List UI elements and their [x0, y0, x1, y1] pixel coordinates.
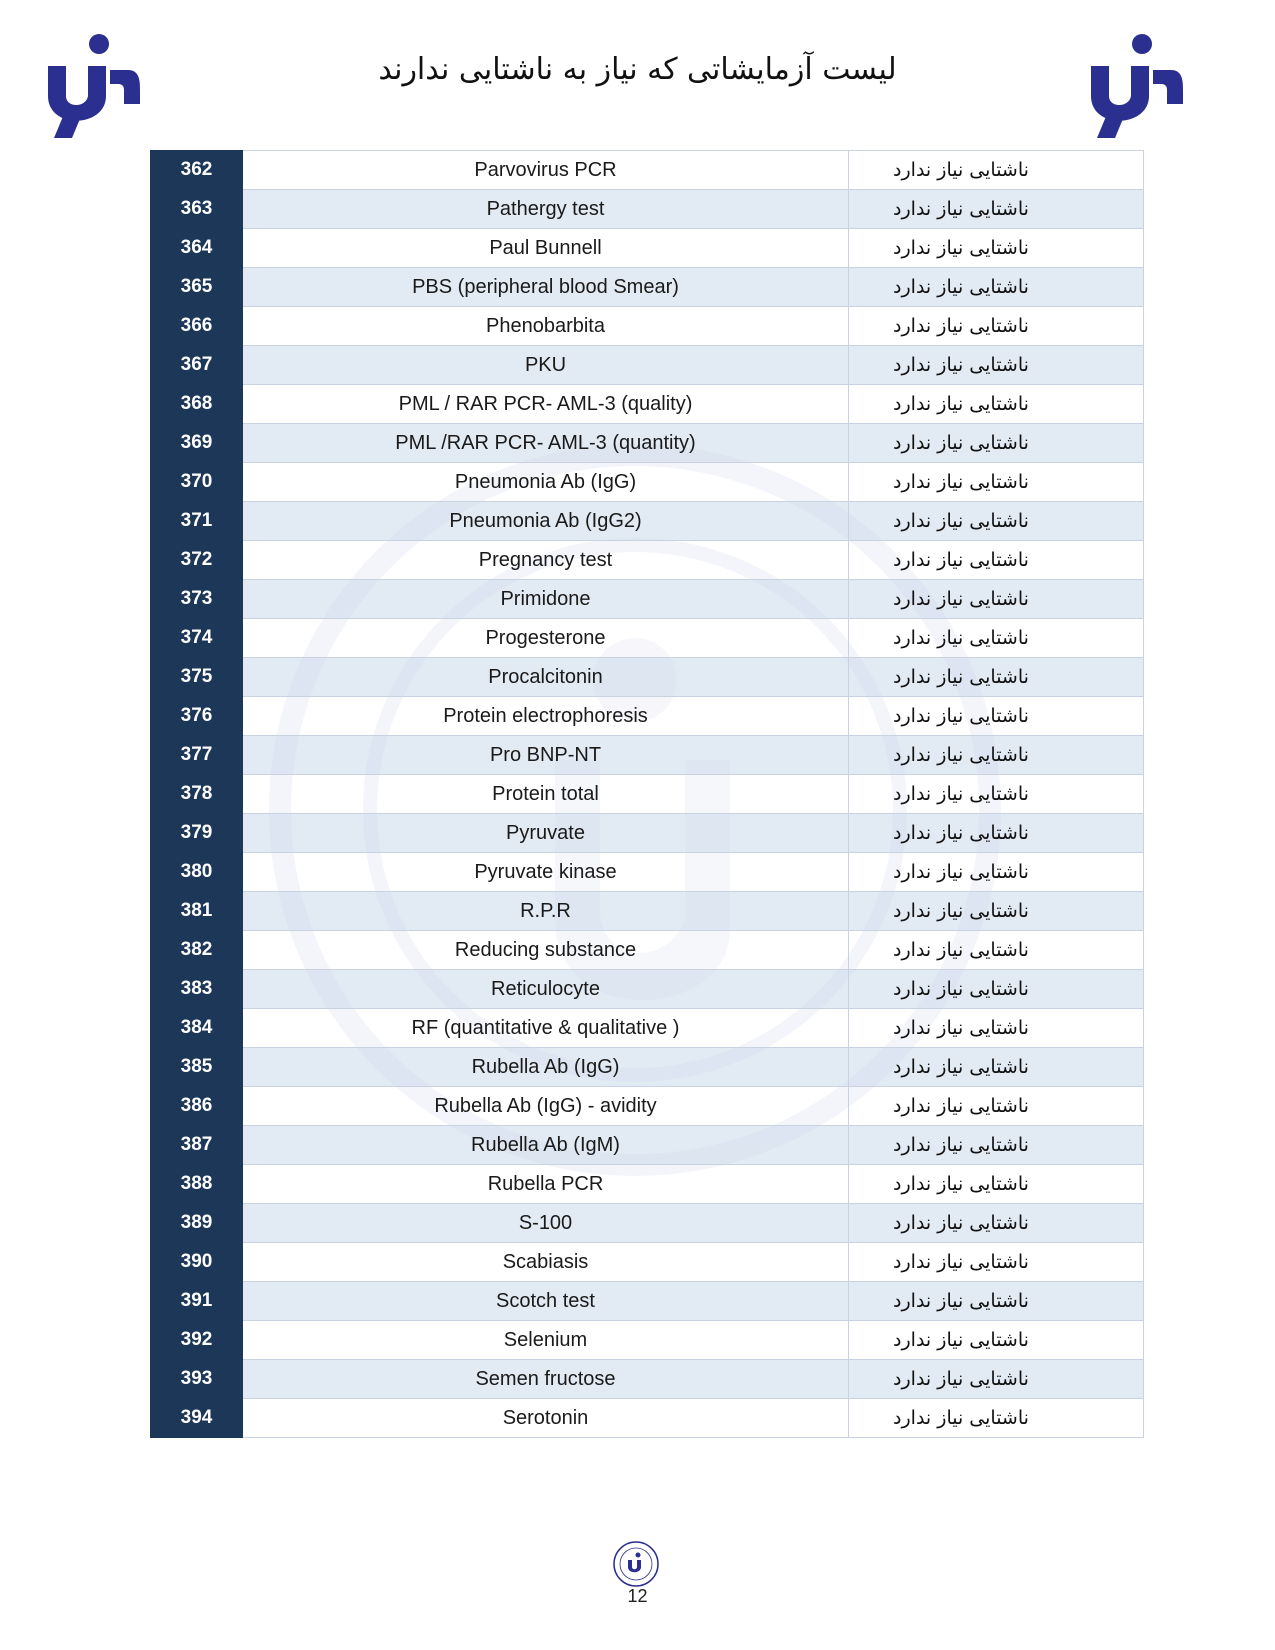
fasting-status-text: ناشتایی نیاز ندارد	[893, 393, 1029, 415]
table-row	[151, 1282, 1144, 1321]
fasting-status-text: ناشتایی نیاز ندارد	[893, 939, 1029, 961]
fasting-status-cell	[849, 1048, 1144, 1087]
fasting-status-cell	[849, 1165, 1144, 1204]
test-name-cell: Phenobarbita	[243, 307, 849, 346]
fasting-status-cell	[849, 151, 1144, 190]
table-row	[151, 658, 1144, 697]
fasting-status-text: ناشتایی نیاز ندارد	[893, 705, 1029, 727]
table-row	[151, 697, 1144, 736]
fasting-status-text: ناشتایی نیاز ندارد	[893, 1368, 1029, 1390]
fasting-status-text: ناشتایی نیاز ندارد	[893, 549, 1029, 571]
fasting-status-text: ناشتایی نیاز ندارد	[893, 471, 1029, 493]
test-name-cell: Protein electrophoresis	[243, 697, 849, 736]
table-row	[151, 970, 1144, 1009]
row-number-cell: 384	[151, 1009, 243, 1048]
test-name-cell: Progesterone	[243, 619, 849, 658]
fasting-status-text: ناشتایی نیاز ندارد	[893, 1056, 1029, 1078]
fasting-status-cell	[849, 892, 1144, 931]
fasting-status-cell	[849, 853, 1144, 892]
fasting-status-text: ناشتایی نیاز ندارد	[893, 978, 1029, 1000]
row-number-cell: 372	[151, 541, 243, 580]
fasting-status-text: ناشتایی نیاز ندارد	[893, 1212, 1029, 1234]
row-number-cell: 389	[151, 1204, 243, 1243]
table-row	[151, 619, 1144, 658]
fasting-tests-table	[150, 150, 1144, 1438]
table-body	[151, 151, 1144, 1438]
fasting-status-cell	[849, 385, 1144, 424]
row-number-cell: 382	[151, 931, 243, 970]
fasting-status-text: ناشتایی نیاز ندارد	[893, 1134, 1029, 1156]
fasting-status-text: ناشتایی نیاز ندارد	[893, 822, 1029, 844]
table-row	[151, 1399, 1144, 1438]
test-name-cell: Selenium	[243, 1321, 849, 1360]
row-number-cell: 364	[151, 229, 243, 268]
fasting-status-cell	[849, 424, 1144, 463]
fasting-status-cell	[849, 229, 1144, 268]
fasting-status-text: ناشتایی نیاز ندارد	[893, 1407, 1029, 1429]
fasting-status-text: ناشتایی نیاز ندارد	[893, 1017, 1029, 1039]
row-number-cell: 370	[151, 463, 243, 502]
row-number-cell: 393	[151, 1360, 243, 1399]
fasting-status-text: ناشتایی نیاز ندارد	[893, 237, 1029, 259]
test-name-cell: Paul Bunnell	[243, 229, 849, 268]
fasting-status-cell	[849, 190, 1144, 229]
row-number-cell: 368	[151, 385, 243, 424]
fasting-status-text: ناشتایی نیاز ندارد	[893, 1329, 1029, 1351]
table-row	[151, 229, 1144, 268]
fasting-status-text: ناشتایی نیاز ندارد	[893, 1290, 1029, 1312]
table-row	[151, 580, 1144, 619]
fasting-status-text: ناشتایی نیاز ندارد	[893, 861, 1029, 883]
fasting-status-cell	[849, 1282, 1144, 1321]
test-name-cell: S-100	[243, 1204, 849, 1243]
table-row	[151, 853, 1144, 892]
fasting-status-cell	[849, 658, 1144, 697]
table-row	[151, 151, 1144, 190]
fasting-status-text: ناشتایی نیاز ندارد	[893, 627, 1029, 649]
table-row	[151, 1126, 1144, 1165]
table-row	[151, 1204, 1144, 1243]
fasting-status-cell	[849, 697, 1144, 736]
fasting-status-text: ناشتایی نیاز ندارد	[893, 588, 1029, 610]
table-row	[151, 1360, 1144, 1399]
fasting-status-cell	[849, 463, 1144, 502]
test-name-cell: Pneumonia Ab (IgG2)	[243, 502, 849, 541]
test-name-cell: Semen fructose	[243, 1360, 849, 1399]
row-number-cell: 374	[151, 619, 243, 658]
fasting-status-cell	[849, 502, 1144, 541]
test-name-cell: Primidone	[243, 580, 849, 619]
test-name-cell: Pro BNP-NT	[243, 736, 849, 775]
test-name-cell: Rubella Ab (IgG)	[243, 1048, 849, 1087]
test-name-cell: Rubella PCR	[243, 1165, 849, 1204]
test-name-cell: Procalcitonin	[243, 658, 849, 697]
table-row	[151, 502, 1144, 541]
test-name-cell: Rubella Ab (IgG) - avidity	[243, 1087, 849, 1126]
page-number: 12	[627, 1586, 648, 1606]
lab-seal-icon	[612, 1540, 660, 1588]
table-row	[151, 736, 1144, 775]
row-number-cell: 373	[151, 580, 243, 619]
test-name-cell: Pneumonia Ab (IgG)	[243, 463, 849, 502]
test-name-cell: PKU	[243, 346, 849, 385]
fasting-status-text: ناشتایی نیاز ندارد	[893, 276, 1029, 298]
test-name-cell: PML / RAR PCR- AML-3 (quality)	[243, 385, 849, 424]
fasting-status-cell	[849, 970, 1144, 1009]
row-number-cell: 386	[151, 1087, 243, 1126]
fasting-status-cell	[849, 931, 1144, 970]
fasting-status-cell	[849, 1009, 1144, 1048]
row-number-cell: 381	[151, 892, 243, 931]
test-name-cell: RF (quantitative & qualitative )	[243, 1009, 849, 1048]
fasting-status-cell	[849, 541, 1144, 580]
row-number-cell: 379	[151, 814, 243, 853]
fasting-status-cell	[849, 1087, 1144, 1126]
table-row	[151, 1009, 1144, 1048]
row-number-cell: 376	[151, 697, 243, 736]
test-name-cell: Rubella Ab (IgM)	[243, 1126, 849, 1165]
nour-lab-logo-icon	[1087, 30, 1183, 140]
table-row	[151, 1243, 1144, 1282]
test-name-cell: Scabiasis	[243, 1243, 849, 1282]
test-name-cell: Pregnancy test	[243, 541, 849, 580]
fasting-status-cell	[849, 580, 1144, 619]
row-number-cell: 385	[151, 1048, 243, 1087]
test-name-cell: Pathergy test	[243, 190, 849, 229]
row-number-cell: 362	[151, 151, 243, 190]
page-title: لیست آزمایشاتی که نیاز به ناشتایی ندارند	[378, 52, 897, 87]
table-row	[151, 775, 1144, 814]
fasting-status-cell	[849, 1360, 1144, 1399]
row-number-cell: 375	[151, 658, 243, 697]
table-row	[151, 931, 1144, 970]
row-number-cell: 367	[151, 346, 243, 385]
fasting-status-text: ناشتایی نیاز ندارد	[893, 159, 1029, 181]
fasting-status-text: ناشتایی نیاز ندارد	[893, 315, 1029, 337]
fasting-status-text: ناشتایی نیاز ندارد	[893, 744, 1029, 766]
fasting-status-cell	[849, 268, 1144, 307]
fasting-status-cell	[849, 307, 1144, 346]
fasting-status-text: ناشتایی نیاز ندارد	[893, 432, 1029, 454]
fasting-status-text: ناشتایی نیاز ندارد	[893, 1251, 1029, 1273]
row-number-cell: 377	[151, 736, 243, 775]
row-number-cell: 363	[151, 190, 243, 229]
row-number-cell: 387	[151, 1126, 243, 1165]
fasting-status-text: ناشتایی نیاز ندارد	[893, 354, 1029, 376]
fasting-status-cell	[849, 1399, 1144, 1438]
test-name-cell: Reticulocyte	[243, 970, 849, 1009]
test-name-cell: Serotonin	[243, 1399, 849, 1438]
table-row	[151, 463, 1144, 502]
table-row	[151, 424, 1144, 463]
test-name-cell: Pyruvate	[243, 814, 849, 853]
test-name-cell: Protein total	[243, 775, 849, 814]
row-number-cell: 380	[151, 853, 243, 892]
test-name-cell: Reducing substance	[243, 931, 849, 970]
table-row	[151, 385, 1144, 424]
row-number-cell: 391	[151, 1282, 243, 1321]
row-number-cell: 365	[151, 268, 243, 307]
fasting-status-text: ناشتایی نیاز ندارد	[893, 783, 1029, 805]
fasting-status-text: ناشتایی نیاز ندارد	[893, 1173, 1029, 1195]
test-name-cell: PML /RAR PCR- AML-3 (quantity)	[243, 424, 849, 463]
row-number-cell: 378	[151, 775, 243, 814]
row-number-cell: 394	[151, 1399, 243, 1438]
table-row	[151, 346, 1144, 385]
table-row	[151, 1165, 1144, 1204]
row-number-cell: 383	[151, 970, 243, 1009]
fasting-status-cell	[849, 1126, 1144, 1165]
fasting-status-cell	[849, 1204, 1144, 1243]
fasting-status-text: ناشتایی نیاز ندارد	[893, 666, 1029, 688]
row-number-cell: 388	[151, 1165, 243, 1204]
fasting-status-cell	[849, 814, 1144, 853]
fasting-status-text: ناشتایی نیاز ندارد	[893, 198, 1029, 220]
table-row	[151, 1087, 1144, 1126]
fasting-status-cell	[849, 619, 1144, 658]
fasting-status-cell	[849, 1321, 1144, 1360]
test-name-cell: Scotch test	[243, 1282, 849, 1321]
fasting-status-text: ناشتایی نیاز ندارد	[893, 900, 1029, 922]
row-number-cell: 366	[151, 307, 243, 346]
row-number-cell: 371	[151, 502, 243, 541]
test-name-cell: PBS (peripheral blood Smear)	[243, 268, 849, 307]
fasting-status-text: ناشتایی نیاز ندارد	[893, 510, 1029, 532]
test-name-cell: R.P.R	[243, 892, 849, 931]
table-row	[151, 1321, 1144, 1360]
test-name-cell: Pyruvate kinase	[243, 853, 849, 892]
table-row	[151, 1048, 1144, 1087]
row-number-cell: 390	[151, 1243, 243, 1282]
table-row	[151, 892, 1144, 931]
fasting-status-text: ناشتایی نیاز ندارد	[893, 1095, 1029, 1117]
table-row	[151, 190, 1144, 229]
table-row	[151, 814, 1144, 853]
fasting-status-cell	[849, 1243, 1144, 1282]
table-row	[151, 268, 1144, 307]
test-name-cell: Parvovirus PCR	[243, 151, 849, 190]
fasting-status-cell	[849, 736, 1144, 775]
table-row	[151, 307, 1144, 346]
row-number-cell: 369	[151, 424, 243, 463]
fasting-status-cell	[849, 346, 1144, 385]
fasting-status-cell	[849, 775, 1144, 814]
table-row	[151, 541, 1144, 580]
row-number-cell: 392	[151, 1321, 243, 1360]
